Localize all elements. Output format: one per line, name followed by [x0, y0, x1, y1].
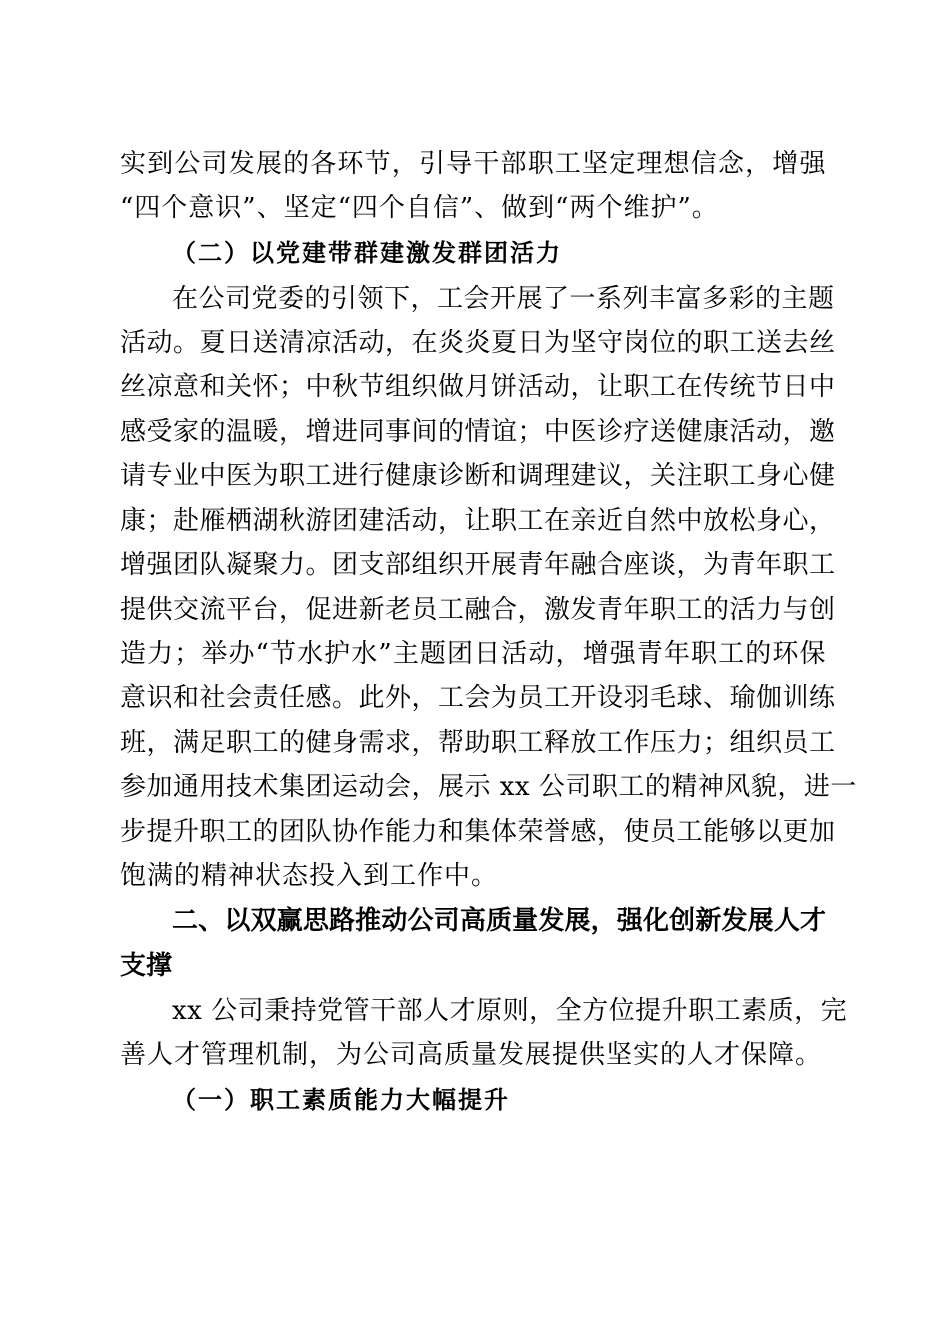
section-heading-continued: 支撑	[120, 951, 173, 981]
paragraph-line: xx 公司秉持党管干部人才原则，全方位提升职工素质，完	[172, 996, 848, 1026]
section-heading: 二、以双赢思路推动公司高质量发展，强化创新发展人才	[172, 906, 826, 936]
paragraph-line: 活动。夏日送清凉活动，在炎炎夏日为坚守岗位的职工送去丝	[120, 328, 836, 358]
paragraph-line: 实到公司发展的各环节，引导干部职工坚定理想信念，增强	[120, 149, 826, 179]
paragraph-line: 步提升职工的团队协作能力和集体荣誉感，使员工能够以更加	[120, 817, 836, 847]
paragraph-line: 增强团队凝聚力。团支部组织开展青年融合座谈，为青年职工	[120, 550, 836, 580]
paragraph-line: 提供交流平台，促进新老员工融合，激发青年职工的活力与创	[120, 595, 836, 625]
paragraph-line: 班，满足职工的健身需求，帮助职工释放工作压力；组织员工	[120, 728, 836, 758]
paragraph-line: 饱满的精神状态投入到工作中。	[120, 861, 499, 891]
section-subheading: （二）以党建带群建激发群团活力	[172, 239, 562, 267]
paragraph-line: 康；赴雁栖湖秋游团建活动，让职工在亲近自然中放松身心，	[120, 506, 836, 536]
paragraph-line: 请专业中医为职工进行健康诊断和调理建议，关注职工身心健	[120, 461, 836, 491]
paragraph-line: 感受家的温暖，增进同事间的情谊；中医诊疗送健康活动，邀	[120, 417, 836, 447]
paragraph-line: 丝凉意和关怀；中秋节组织做月饼活动，让职工在传统节日中	[120, 372, 836, 402]
paragraph-line: 善人才管理机制，为公司高质量发展提供坚实的人才保障。	[120, 1040, 823, 1070]
paragraph-line: 在公司党委的引领下，工会开展了一系列丰富多彩的主题	[172, 284, 835, 314]
paragraph-line: 参加通用技术集团运动会，展示 xx 公司职工的精神风貌，进一	[120, 772, 857, 802]
section-subheading: （一）职工素质能力大幅提升	[172, 1086, 510, 1114]
paragraph-line: 意识和社会责任感。此外，工会为员工开设羽毛球、瑜伽训练	[120, 683, 836, 713]
paragraph-line: “四个意识”、坚定“四个自信”、做到“两个维护”。	[120, 193, 719, 223]
paragraph-line: 造力；举办“节水护水”主题团日活动，增强青年职工的环保	[120, 639, 826, 669]
